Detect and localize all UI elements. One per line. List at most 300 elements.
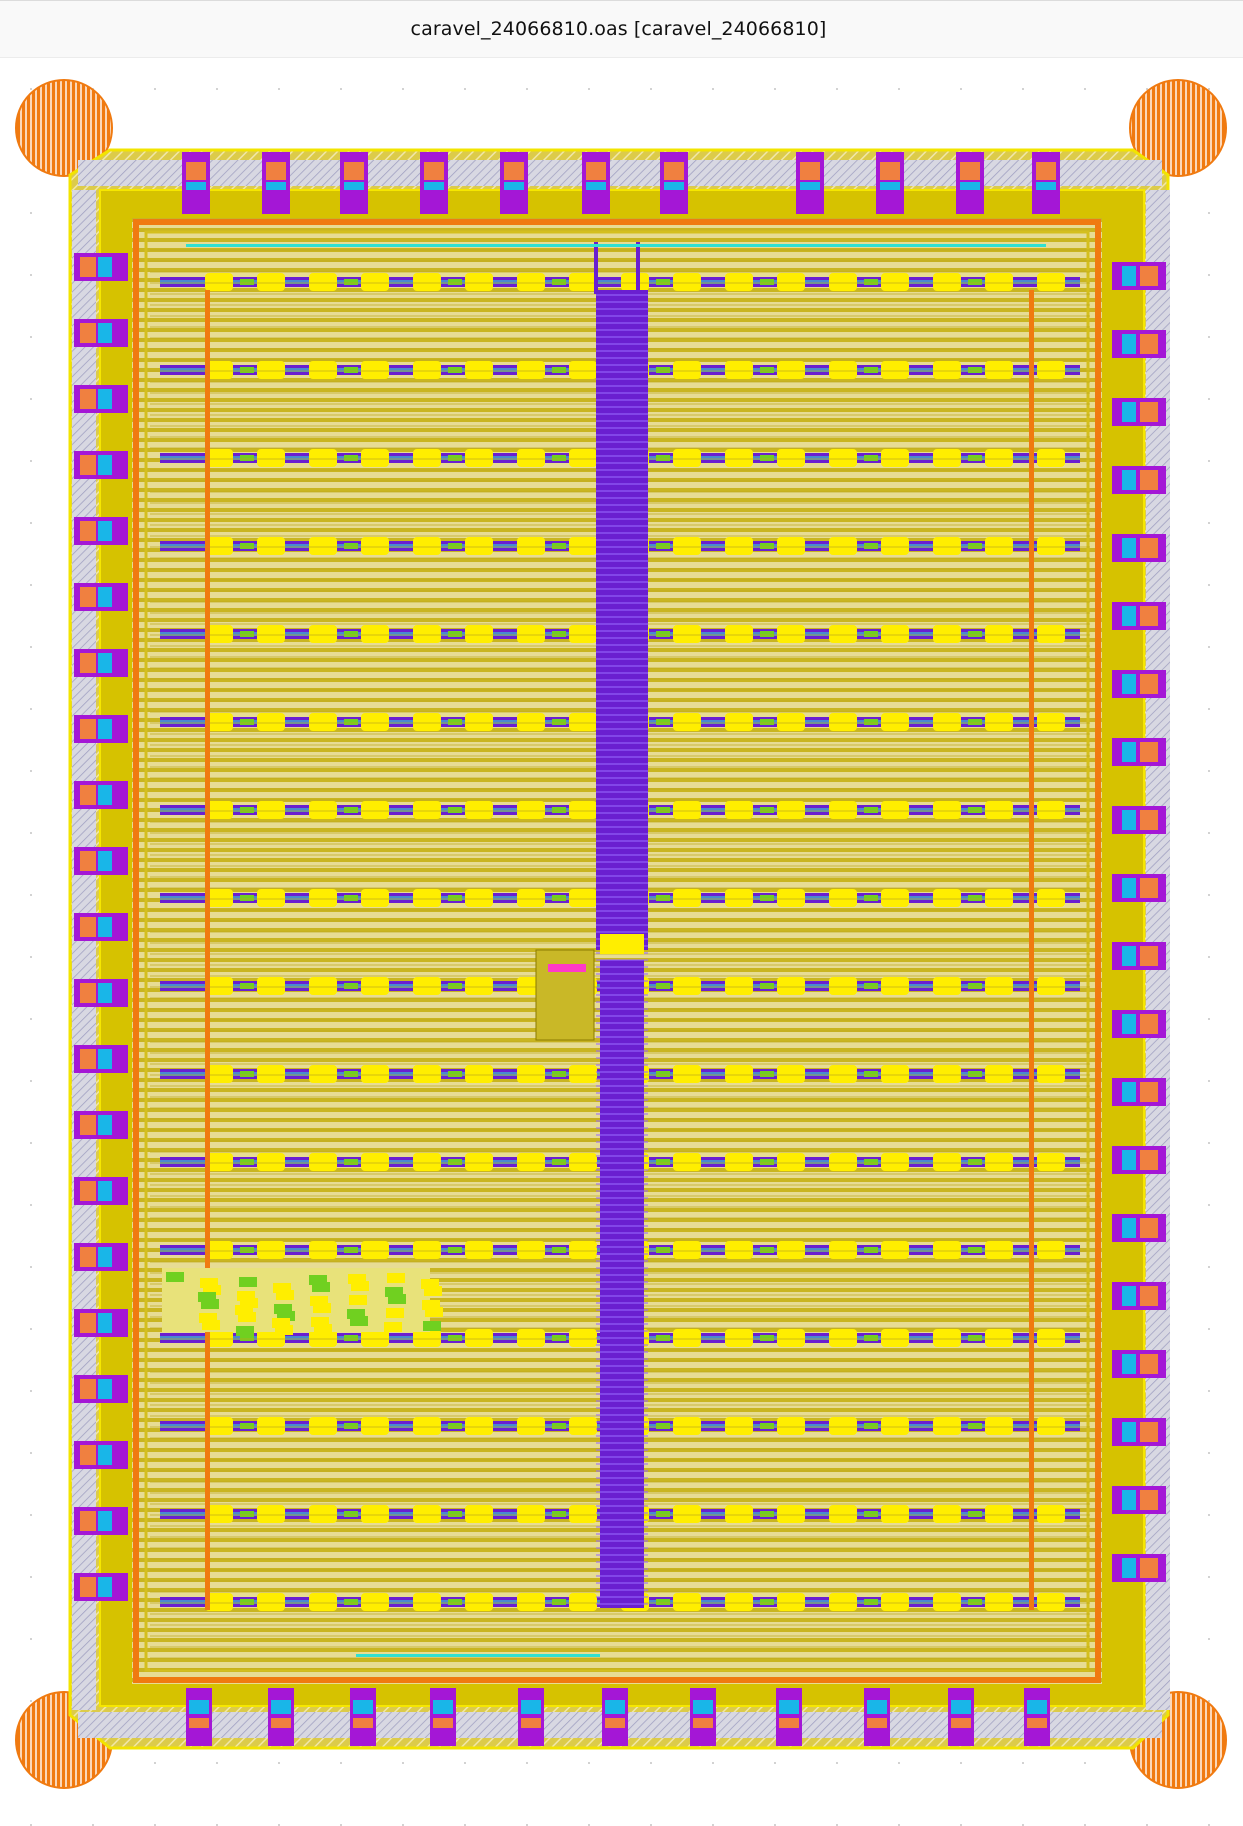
row-via [985,801,1013,819]
logic-cell [235,1305,253,1315]
row-green [656,719,670,725]
top-pad-cyan [424,182,444,190]
row-via [829,625,857,643]
row-green [656,279,670,285]
row-via [569,537,597,555]
row-green [552,807,566,813]
top-pad-cyan [800,182,820,190]
row-via [569,1593,597,1611]
row-via [569,1153,597,1171]
row-via [829,1417,857,1435]
logic-cell [310,1296,328,1306]
left-pad-cyan [98,719,112,739]
row-via [829,889,857,907]
right-pad-orange [1140,606,1158,626]
row-via [725,1153,753,1171]
left-pad-orange [80,917,96,937]
row-via [673,1505,701,1523]
row-via [777,713,805,731]
right-pad-cyan [1122,334,1136,354]
bottom-pad-cyan [605,1700,625,1714]
row-green [760,1511,774,1517]
row-green [448,455,462,461]
top-pad-cyan [344,182,364,190]
bottom-pad-orange [1027,1718,1047,1728]
row-via [361,889,389,907]
top-pad-orange [1036,162,1056,180]
row-via [361,1505,389,1523]
row-via [985,1241,1013,1259]
left-pad-cyan [98,323,112,343]
macro-pin [548,964,586,972]
row-via [881,801,909,819]
row-green [864,1247,878,1253]
right-pad-orange [1140,1014,1158,1034]
row-green [656,367,670,373]
row-via [1037,625,1065,643]
logic-cell [385,1287,403,1297]
macro-block [536,950,594,1040]
row-via [933,1153,961,1171]
left-pad-cyan [98,521,112,541]
row-via [933,449,961,467]
row-via [725,1417,753,1435]
right-pad-orange [1140,946,1158,966]
bottom-pad-cyan [521,1700,541,1714]
bottom-pad-orange [951,1718,971,1728]
right-pad-orange [1140,674,1158,694]
top-pad-orange [800,162,820,180]
row-via [465,977,493,995]
row-green [240,279,254,285]
row-green [656,1071,670,1077]
left-pad-orange [80,455,96,475]
top-pad-cyan [880,182,900,190]
row-via [257,1593,285,1611]
row-via [309,801,337,819]
row-via [777,1417,805,1435]
left-pad-orange [80,587,96,607]
row-via [361,1065,389,1083]
left-pad-orange [80,1049,96,1069]
right-pad-cyan [1122,402,1136,422]
logic-cell [273,1283,291,1293]
row-green [760,631,774,637]
row-via [517,273,545,291]
row-green [552,1335,566,1341]
row-via [569,1329,597,1347]
row-green [552,279,566,285]
left-pad-cyan [98,1379,112,1399]
row-via [309,889,337,907]
row-via [881,625,909,643]
row-via [517,449,545,467]
window-title: caravel_24066810.oas [caravel_24066810] [410,18,827,40]
logic-cell [237,1291,255,1301]
right-pad-orange [1140,878,1158,898]
logic-cell [311,1317,329,1327]
right-pad-orange [1140,1218,1158,1238]
bottom-pad-2 [268,1688,294,1746]
row-via [361,273,389,291]
row-via [413,361,441,379]
row-via [257,977,285,995]
bottom-pad-orange [189,1718,209,1728]
left-pad-orange [80,1115,96,1135]
row-green [656,543,670,549]
left-pad-cyan [98,587,112,607]
row-green [448,1599,462,1605]
row-via [1037,1065,1065,1083]
row-via [413,537,441,555]
top-pad-orange [880,162,900,180]
row-via [725,273,753,291]
row-via [673,361,701,379]
row-green [656,1599,670,1605]
row-green [864,895,878,901]
row-via [569,361,597,379]
bottom-pad-orange [867,1718,887,1728]
row-green [968,1071,982,1077]
row-via [777,625,805,643]
row-via [257,537,285,555]
row-via [725,537,753,555]
row-via [881,361,909,379]
bottom-pad-8 [776,1688,802,1746]
top-pad-cyan [1036,182,1056,190]
row-via [309,625,337,643]
row-green [968,1159,982,1165]
row-via [309,977,337,995]
right-pad-cyan [1122,878,1136,898]
row-via [985,1417,1013,1435]
row-via [777,1065,805,1083]
right-pad-cyan [1122,1150,1136,1170]
row-green [864,1511,878,1517]
layout-canvas[interactable] [0,58,1243,1826]
row-via [361,361,389,379]
top-pad-orange [960,162,980,180]
left-pad-orange [80,1247,96,1267]
left-pad-orange [80,983,96,1003]
row-green [656,807,670,813]
row-via [881,1593,909,1611]
logic-cell [239,1277,257,1287]
bottom-cyan-wire [356,1654,600,1657]
row-green [864,1159,878,1165]
row-green [968,1511,982,1517]
row-via [985,889,1013,907]
row-via [257,449,285,467]
left-pad-cyan [98,455,112,475]
row-via [361,1153,389,1171]
row-via [621,273,649,291]
row-green [344,1335,358,1341]
top-pad-orange [266,162,286,180]
row-green [760,1335,774,1341]
row-green [968,1247,982,1253]
row-green [864,1423,878,1429]
left-pad-cyan [98,1511,112,1531]
row-via [569,625,597,643]
row-green [760,983,774,989]
row-green [240,631,254,637]
right-pad-orange [1140,1150,1158,1170]
row-green [864,1335,878,1341]
top-cyan-wire [186,244,1046,247]
row-via [361,449,389,467]
row-via [673,1065,701,1083]
row-via [829,801,857,819]
row-via [465,889,493,907]
logic-cell [349,1295,367,1305]
top-pad-orange [186,162,206,180]
row-green [656,983,670,989]
row-via [829,713,857,731]
row-via [673,1593,701,1611]
left-pad-cyan [98,851,112,871]
row-via [985,1593,1013,1611]
bus-via [600,934,644,954]
row-via [725,361,753,379]
row-via [1037,889,1065,907]
row-green [968,543,982,549]
right-pad-cyan [1122,266,1136,286]
row-via [413,889,441,907]
bottom-pad-9 [864,1688,890,1746]
left-pad-cyan [98,389,112,409]
row-via [985,625,1013,643]
row-via [309,1505,337,1523]
row-via [361,1593,389,1611]
right-pad-cyan [1122,1082,1136,1102]
row-green [240,983,254,989]
row-via [413,713,441,731]
row-green [760,719,774,725]
right-pad-cyan [1122,606,1136,626]
bottom-pad-cyan [353,1700,373,1714]
row-green [864,983,878,989]
row-via [673,625,701,643]
row-via [725,889,753,907]
row-via [413,1593,441,1611]
right-pad-cyan [1122,810,1136,830]
row-via [829,361,857,379]
right-pad-cyan [1122,1218,1136,1238]
row-via [985,1153,1013,1171]
row-via [309,273,337,291]
left-pad-cyan [98,257,112,277]
row-green [344,543,358,549]
row-via [517,1593,545,1611]
left-pad-orange [80,389,96,409]
row-via [1037,449,1065,467]
row-via [257,1241,285,1259]
row-green [864,367,878,373]
row-green [240,1423,254,1429]
row-via [309,537,337,555]
row-via [777,1505,805,1523]
row-via [569,1065,597,1083]
right-pad-orange [1140,1286,1158,1306]
row-via [1037,801,1065,819]
row-via [777,273,805,291]
left-pad-orange [80,653,96,673]
row-via [933,1417,961,1435]
row-via [777,977,805,995]
bottom-pad-cyan [867,1700,887,1714]
row-green [968,631,982,637]
chip-layout-view[interactable] [0,58,1243,1826]
row-green [968,895,982,901]
row-green [552,1423,566,1429]
row-green [864,807,878,813]
left-pad-cyan [98,785,112,805]
row-via [309,713,337,731]
bottom-pad-cyan [433,1700,453,1714]
row-via [985,1065,1013,1083]
row-green [448,631,462,637]
row-via [517,713,545,731]
row-via [517,1153,545,1171]
bottom-pad-orange [353,1718,373,1728]
top-pad-cyan [664,182,684,190]
row-via [673,1153,701,1171]
row-via [257,801,285,819]
row-green [240,1247,254,1253]
row-via [465,1065,493,1083]
top-pad-orange [344,162,364,180]
row-via [465,801,493,819]
row-via [933,801,961,819]
right-pad-orange [1140,538,1158,558]
row-green [656,631,670,637]
top-io-band [78,160,1162,186]
row-via [985,1505,1013,1523]
row-green [760,807,774,813]
row-green [656,1511,670,1517]
left-pad-cyan [98,1577,112,1597]
row-via [673,889,701,907]
row-green [344,1247,358,1253]
right-pad-cyan [1122,1422,1136,1442]
row-via [725,625,753,643]
row-green [760,279,774,285]
bottom-pad-1 [186,1688,212,1746]
left-pad-orange [80,851,96,871]
row-via [465,361,493,379]
row-green [344,1511,358,1517]
row-via [1037,1417,1065,1435]
row-green [552,543,566,549]
row-via [933,1505,961,1523]
left-pad-orange [80,1511,96,1531]
row-via [465,625,493,643]
right-strap [1029,290,1034,1610]
row-via [933,273,961,291]
row-via [673,537,701,555]
row-via [309,1241,337,1259]
logic-cell [199,1313,217,1323]
row-via [361,1241,389,1259]
left-pad-orange [80,785,96,805]
row-via [361,977,389,995]
row-green [864,455,878,461]
bottom-pad-cyan [951,1700,971,1714]
row-via [673,977,701,995]
row-via [517,1417,545,1435]
logic-cell [347,1309,365,1319]
bottom-pad-cyan [693,1700,713,1714]
bottom-pad-cyan [189,1700,209,1714]
row-via [257,1417,285,1435]
row-via [725,977,753,995]
row-green [864,279,878,285]
right-pad-cyan [1122,538,1136,558]
row-green [240,543,254,549]
row-via [465,1329,493,1347]
row-via [309,1153,337,1171]
row-via [569,713,597,731]
row-via [413,625,441,643]
top-pad-orange [664,162,684,180]
row-green [552,719,566,725]
row-green [240,895,254,901]
left-pad-orange [80,521,96,541]
row-via [257,889,285,907]
row-via [881,1329,909,1347]
top-pad-cyan [504,182,524,190]
logic-cell [200,1278,218,1288]
row-green [864,631,878,637]
row-via [933,1329,961,1347]
right-pad-orange [1140,1082,1158,1102]
logic-cell [348,1274,366,1284]
row-via [465,1505,493,1523]
row-green [968,719,982,725]
row-green [240,367,254,373]
row-via [725,1505,753,1523]
logic-cell [384,1322,402,1332]
row-via [257,625,285,643]
row-via [257,1505,285,1523]
row-green [552,1511,566,1517]
row-green [552,1071,566,1077]
bottom-pad-7 [690,1688,716,1746]
row-via [1037,1153,1065,1171]
left-pad-cyan [98,917,112,937]
bottom-pad-3 [350,1688,376,1746]
row-via [1037,977,1065,995]
row-via [361,801,389,819]
logic-cell [166,1272,184,1282]
row-via [569,1241,597,1259]
row-via [985,361,1013,379]
row-green [968,455,982,461]
bottom-pad-orange [605,1718,625,1728]
left-pad-cyan [98,1445,112,1465]
row-via [829,1505,857,1523]
right-pad-cyan [1122,1558,1136,1578]
row-via [309,1065,337,1083]
row-via [465,1153,493,1171]
row-green [552,631,566,637]
row-via [725,1065,753,1083]
row-via [725,1593,753,1611]
row-via [465,1417,493,1435]
row-via [933,977,961,995]
row-via [933,1241,961,1259]
